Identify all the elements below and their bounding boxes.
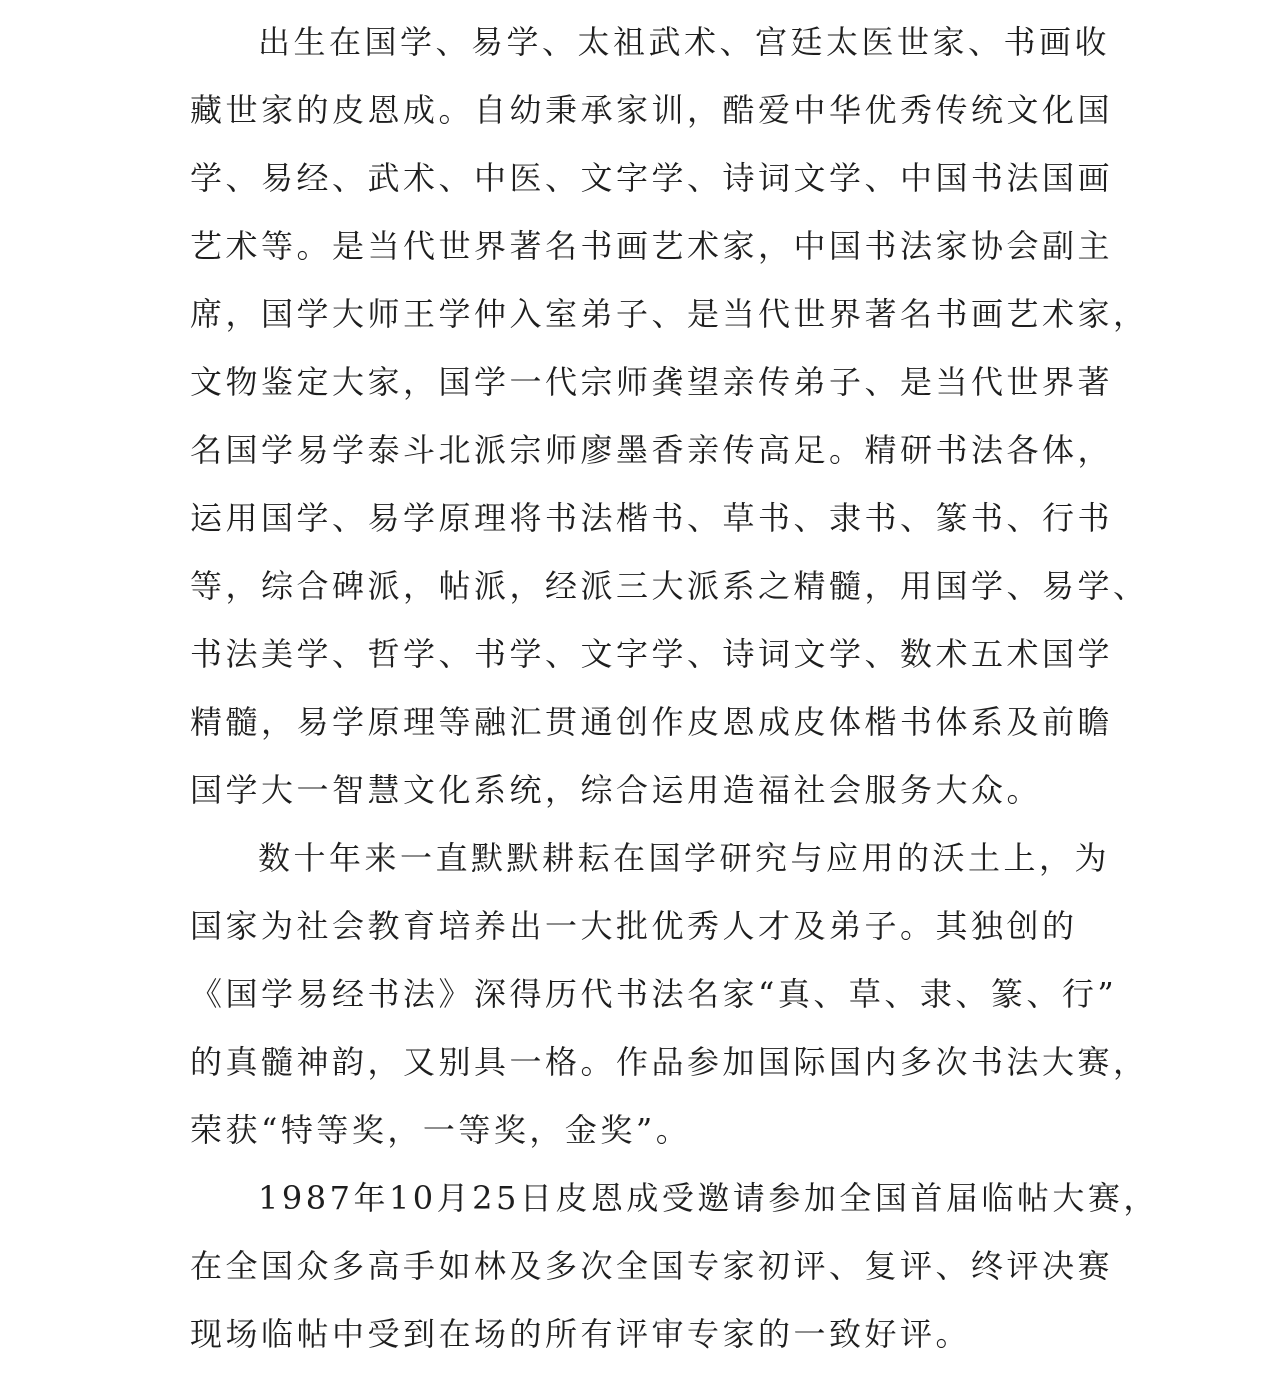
paragraph-3-line-3: 现场临帖中受到在场的所有评审专家的一致好评。 [190, 1315, 972, 1353]
paragraph-1-line-11: 精髓，易学原理等融汇贯通创作皮恩成皮体楷书体系及前瞻 [190, 703, 1114, 741]
paragraph-1-line-10: 书法美学、哲学、书学、文字学、诗词文学、数术五术国学 [190, 635, 1114, 673]
paragraph-2-line-5: 荣获“特等奖，一等奖，金奖”。 [190, 1111, 692, 1149]
paragraph-2-line-3: 《国学易经书法》深得历代书法名家“真、草、隶、篆、行” [190, 975, 1118, 1013]
paragraph-2-line-4: 的真髓神韵，又别具一格。作品参加国际国内多次书法大赛， [190, 1043, 1149, 1081]
paragraph-1-line-9: 等，综合碑派，帖派，经派三大派系之精髓，用国学、易学、 [190, 567, 1149, 605]
paragraph-1-line-12: 国学大一智慧文化系统，综合运用造福社会服务大众。 [190, 771, 1043, 809]
paragraph-1-line-3: 学、易经、武术、中医、文字学、诗词文学、中国书法国画 [190, 159, 1114, 197]
paragraph-1-line-6: 文物鉴定大家，国学一代宗师龚望亲传弟子、是当代世界著 [190, 363, 1114, 401]
paragraph-1-line-2: 藏世家的皮恩成。自幼秉承家训，酷爱中华优秀传统文化国 [190, 91, 1114, 129]
paragraph-2-line-1: 数十年来一直默默耕耘在国学研究与应用的沃土上，为 [258, 839, 1111, 877]
document-body [190, 8, 1159, 1368]
paragraph-3-line-2: 在全国众多高手如林及多次全国专家初评、复评、终评决赛 [190, 1247, 1114, 1285]
paragraph-1-line-8: 运用国学、易学原理将书法楷书、草书、隶书、篆书、行书 [190, 499, 1114, 537]
paragraph-1-line-5: 席，国学大师王学仲入室弟子、是当代世界著名书画艺术家， [190, 295, 1149, 333]
paragraph-2-line-2: 国家为社会教育培养出一大批优秀人才及弟子。其独创的 [190, 907, 1078, 945]
paragraph-1-line-1: 出生在国学、易学、太祖武术、宫廷太医世家、书画收 [258, 23, 1111, 61]
paragraph-1-line-4: 艺术等。是当代世界著名书画艺术家，中国书法家协会副主 [190, 227, 1114, 265]
paragraph-1-line-7: 名国学易学泰斗北派宗师廖墨香亲传高足。精研书法各体， [190, 431, 1114, 469]
paragraph-3-line-1: 1987年10月25日皮恩成受邀请参加全国首届临帖大赛， [258, 1179, 1159, 1217]
